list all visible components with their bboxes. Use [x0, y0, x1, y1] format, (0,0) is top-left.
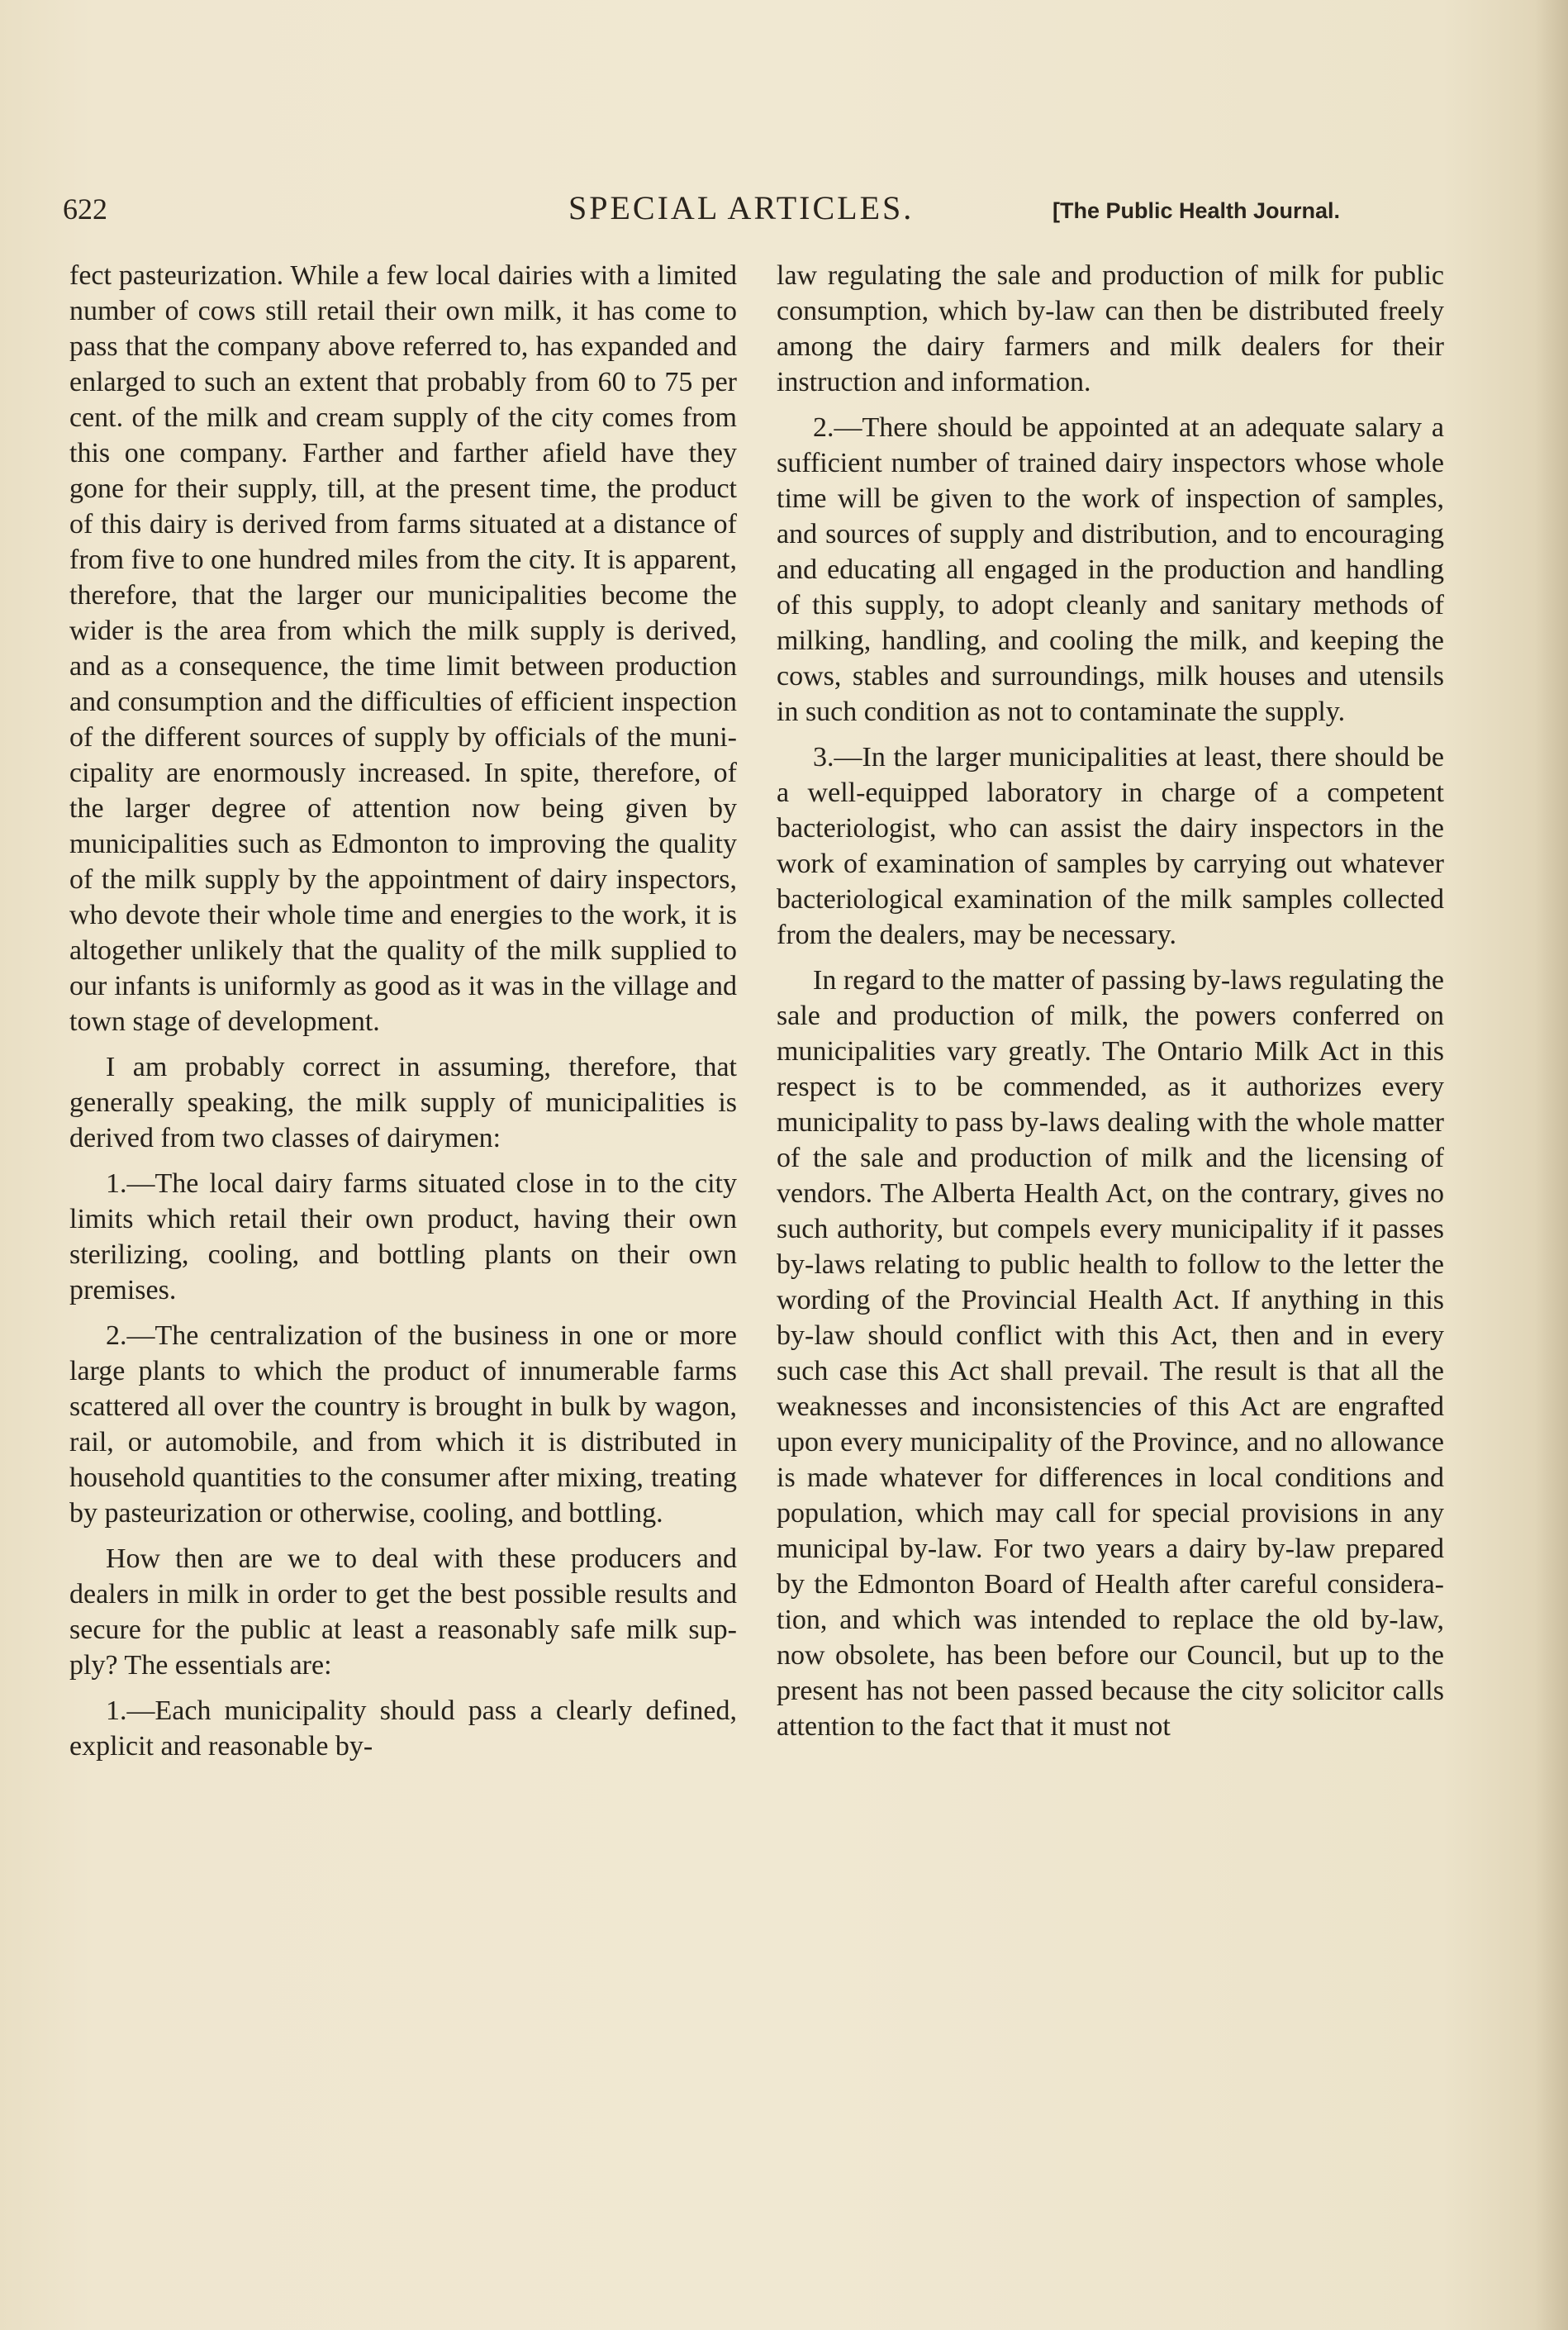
paragraph: 3.—In the larger municipalities at least, there should be a well-equipped laboratory in charge of a competent bacteriologist, who can assist the dairy inspectors in the work of examination of samples by carrying out whatever bacteriological examination of the milk samples collected from the dealers, may be necessary.: [777, 742, 1444, 950]
left-column: [69, 258, 737, 1774]
paragraph: 2.—There should be appointed at an adequate salary a sufficient number of trained dairy inspectors whose whole time will be given to the work of inspection of samples, and sources of supply and distribution, and to encouraging and educating all engaged in the production and handling of this supply, to adopt cleanly and sanitary methods of milking, handling, and cooling the milk, and keeping the cows, stables and surroundings, milk houses and utensils in such condition as not to contaminate the supply.: [777, 412, 1444, 727]
paragraph: 2.—The centralization of the business in one or more large plants to which the product of innumerable farms scattered all over the country is brought in bulk by wagon, rail, or automobile, and from which it is distributed in household quantities to the consumer after mixing, treating by pasteurization or otherwise, cooling, and bottling.: [69, 1320, 737, 1529]
paragraph: I am probably correct in assuming, therefore, that generally speaking, the milk supply of municipalities is derived from two classes of dairymen:: [69, 1052, 737, 1153]
paragraph: In regard to the matter of passing by-laws regulating the sale and production of milk, the powers conferred on municipalities vary greatly. The Ontario Milk Act in this respect is to be commended, as it authorizes every municipality to pass by-laws dealing with the whole matter of the sale and production of milk and the licensing of vendors. The Alberta Health Act, on the contrary, gives no such authority, but compels every municipality if it passes by-laws relating to public health to follow to the letter the wording of the Provincial Health Act. If anything in this by-law should conflict with this Act, then and in every such case this Act shall prevail. The result is that all the weaknesses and inconsistencies of this Act are engrafted upon every municipality of the Province, and no allowance is made whatever for differences in local conditions and population, which may call for special provisions in any municipal by-law. For two years a dairy by-law prepared by the Edmonton Board of Health after careful consideration, and which was intended to replace the old by-law, now obsolete, has been before our Council, but up to the present has not been passed because the city solicitor calls attention to the fact that it must not: [777, 965, 1444, 1742]
paragraph: fect pasteurization. While a few local dairies with a limited number of cows still retail their own milk, it has come to pass that the company above referred to, has expanded and enlarged to such an extent that probably from 60 to 75 per cent. of the milk and cream supply of the city comes from this one company. Farther and farther afield have they gone for their supply, till, at the present time, the product of this dairy is derived from farms situated at a distance of from five to one hundred miles from the city. It is apparent, therefore, that the larger our municipalities become the wider is the area from which the milk supply is derived, and as a consequence, the time limit between production and consumption and the difficulties of efficient inspection of the different sources of supply by officials of the municipality are enormously increased. In spite, therefore, of the larger degree of attention now being given by municipalities such as Edmonton to improving the quality of the milk supply by the appointment of dairy inspectors, who devote their whole time and energies to the work, it is altogether unlikely that the quality of the milk supplied to our infants is uniformly as good as it was in the village and town stage of development.: [69, 260, 737, 1037]
page-number: 622: [63, 193, 107, 226]
paragraph: law regulating the sale and production of milk for public consumption, which by-law can then be distributed freely among the dairy farmers and milk dealers for their instruction and information.: [777, 260, 1444, 397]
paragraph: How then are we to deal with these producers and dealers in milk in order to get the best possible results and secure for the public at least a reasonably safe milk supply? The essentials are:: [69, 1543, 737, 1681]
paragraph: 1.—Each municipality should pass a clearly defined, explicit and reasonable by-: [69, 1695, 737, 1762]
page-edge-shadow: [1535, 0, 1568, 2330]
journal-title: [The Public Health Journal.: [1052, 198, 1341, 223]
page-header: [63, 183, 1451, 233]
right-column: [777, 258, 1444, 1754]
paragraph: 1.—The local dairy farms situated close in to the city limits which retail their own product, having their own sterilizing, cooling, and bottling plants on their own premises.: [69, 1168, 737, 1305]
running-title: SPECIAL ARTICLES.: [568, 189, 915, 226]
